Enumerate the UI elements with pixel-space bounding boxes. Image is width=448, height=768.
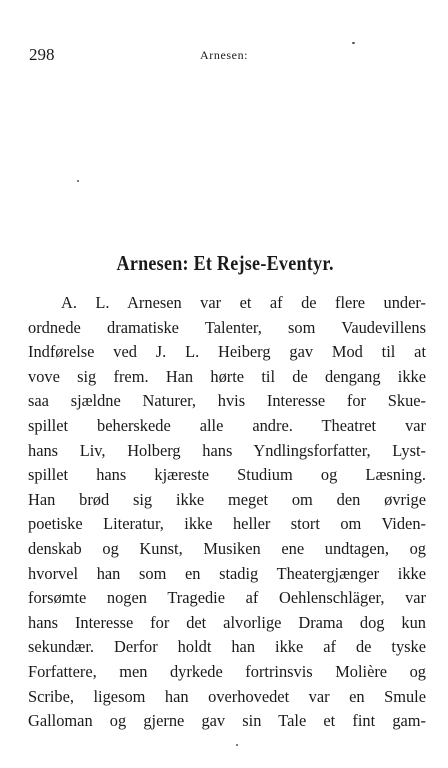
- ink-speck: [352, 42, 355, 44]
- text-line: Galloman og gjerne gav sin Tale et fint gam-: [28, 711, 426, 731]
- chapter-title: Arnesen: Et Rejse-Eventyr.: [116, 251, 334, 275]
- text-line: forsømte nogen Tragedie af Oehlenschläger, var: [28, 588, 426, 608]
- text-line: Indførelse ved J. L. Heiberg gav Mod til at: [28, 342, 426, 362]
- text-line: sekundær. Derfor holdt han ikke af de tyske: [28, 637, 426, 657]
- text-line: Scribe, ligesom han overhovedet var en Smule: [28, 686, 426, 706]
- text-line: Forfattere, men dyrkede fortrinsvis Molière og: [28, 661, 426, 681]
- text-line: ordnede dramatiske Talenter, som Vaudevillens: [28, 317, 426, 337]
- text-line: spillet hans kjæreste Studium og Læsning.: [28, 465, 426, 485]
- ink-speck: [236, 744, 238, 746]
- text-line: hans Liv, Holberg hans Yndlingsforfatter, Lyst-: [28, 440, 426, 460]
- page-number: 298: [29, 45, 55, 64]
- text-line: hans Interesse for det alvorlige Drama dog kun: [28, 612, 426, 632]
- text-line: Han brød sig ikke meget om den øvrige: [28, 489, 426, 509]
- text-line: hvorvel han som en stadig Theatergjænger ikke: [28, 563, 426, 583]
- text-line: vove sig frem. Han hørte til de dengang ikke: [28, 366, 426, 386]
- text-line: poetiske Literatur, ikke heller stort om Viden-: [28, 514, 426, 534]
- body-text: [28, 291, 426, 734]
- running-head: Arnesen:: [200, 48, 249, 62]
- text-line: spillet beherskede alle andre. Theatret var: [28, 415, 426, 435]
- text-line: saa sjældne Naturer, hvis Interesse for Skue-: [28, 391, 426, 411]
- text-line: denskab og Kunst, Musiken ene undtagen, og: [28, 538, 426, 558]
- text-line: A. L. Arnesen var et af de flere under-: [61, 293, 426, 312]
- ink-speck: [77, 180, 79, 182]
